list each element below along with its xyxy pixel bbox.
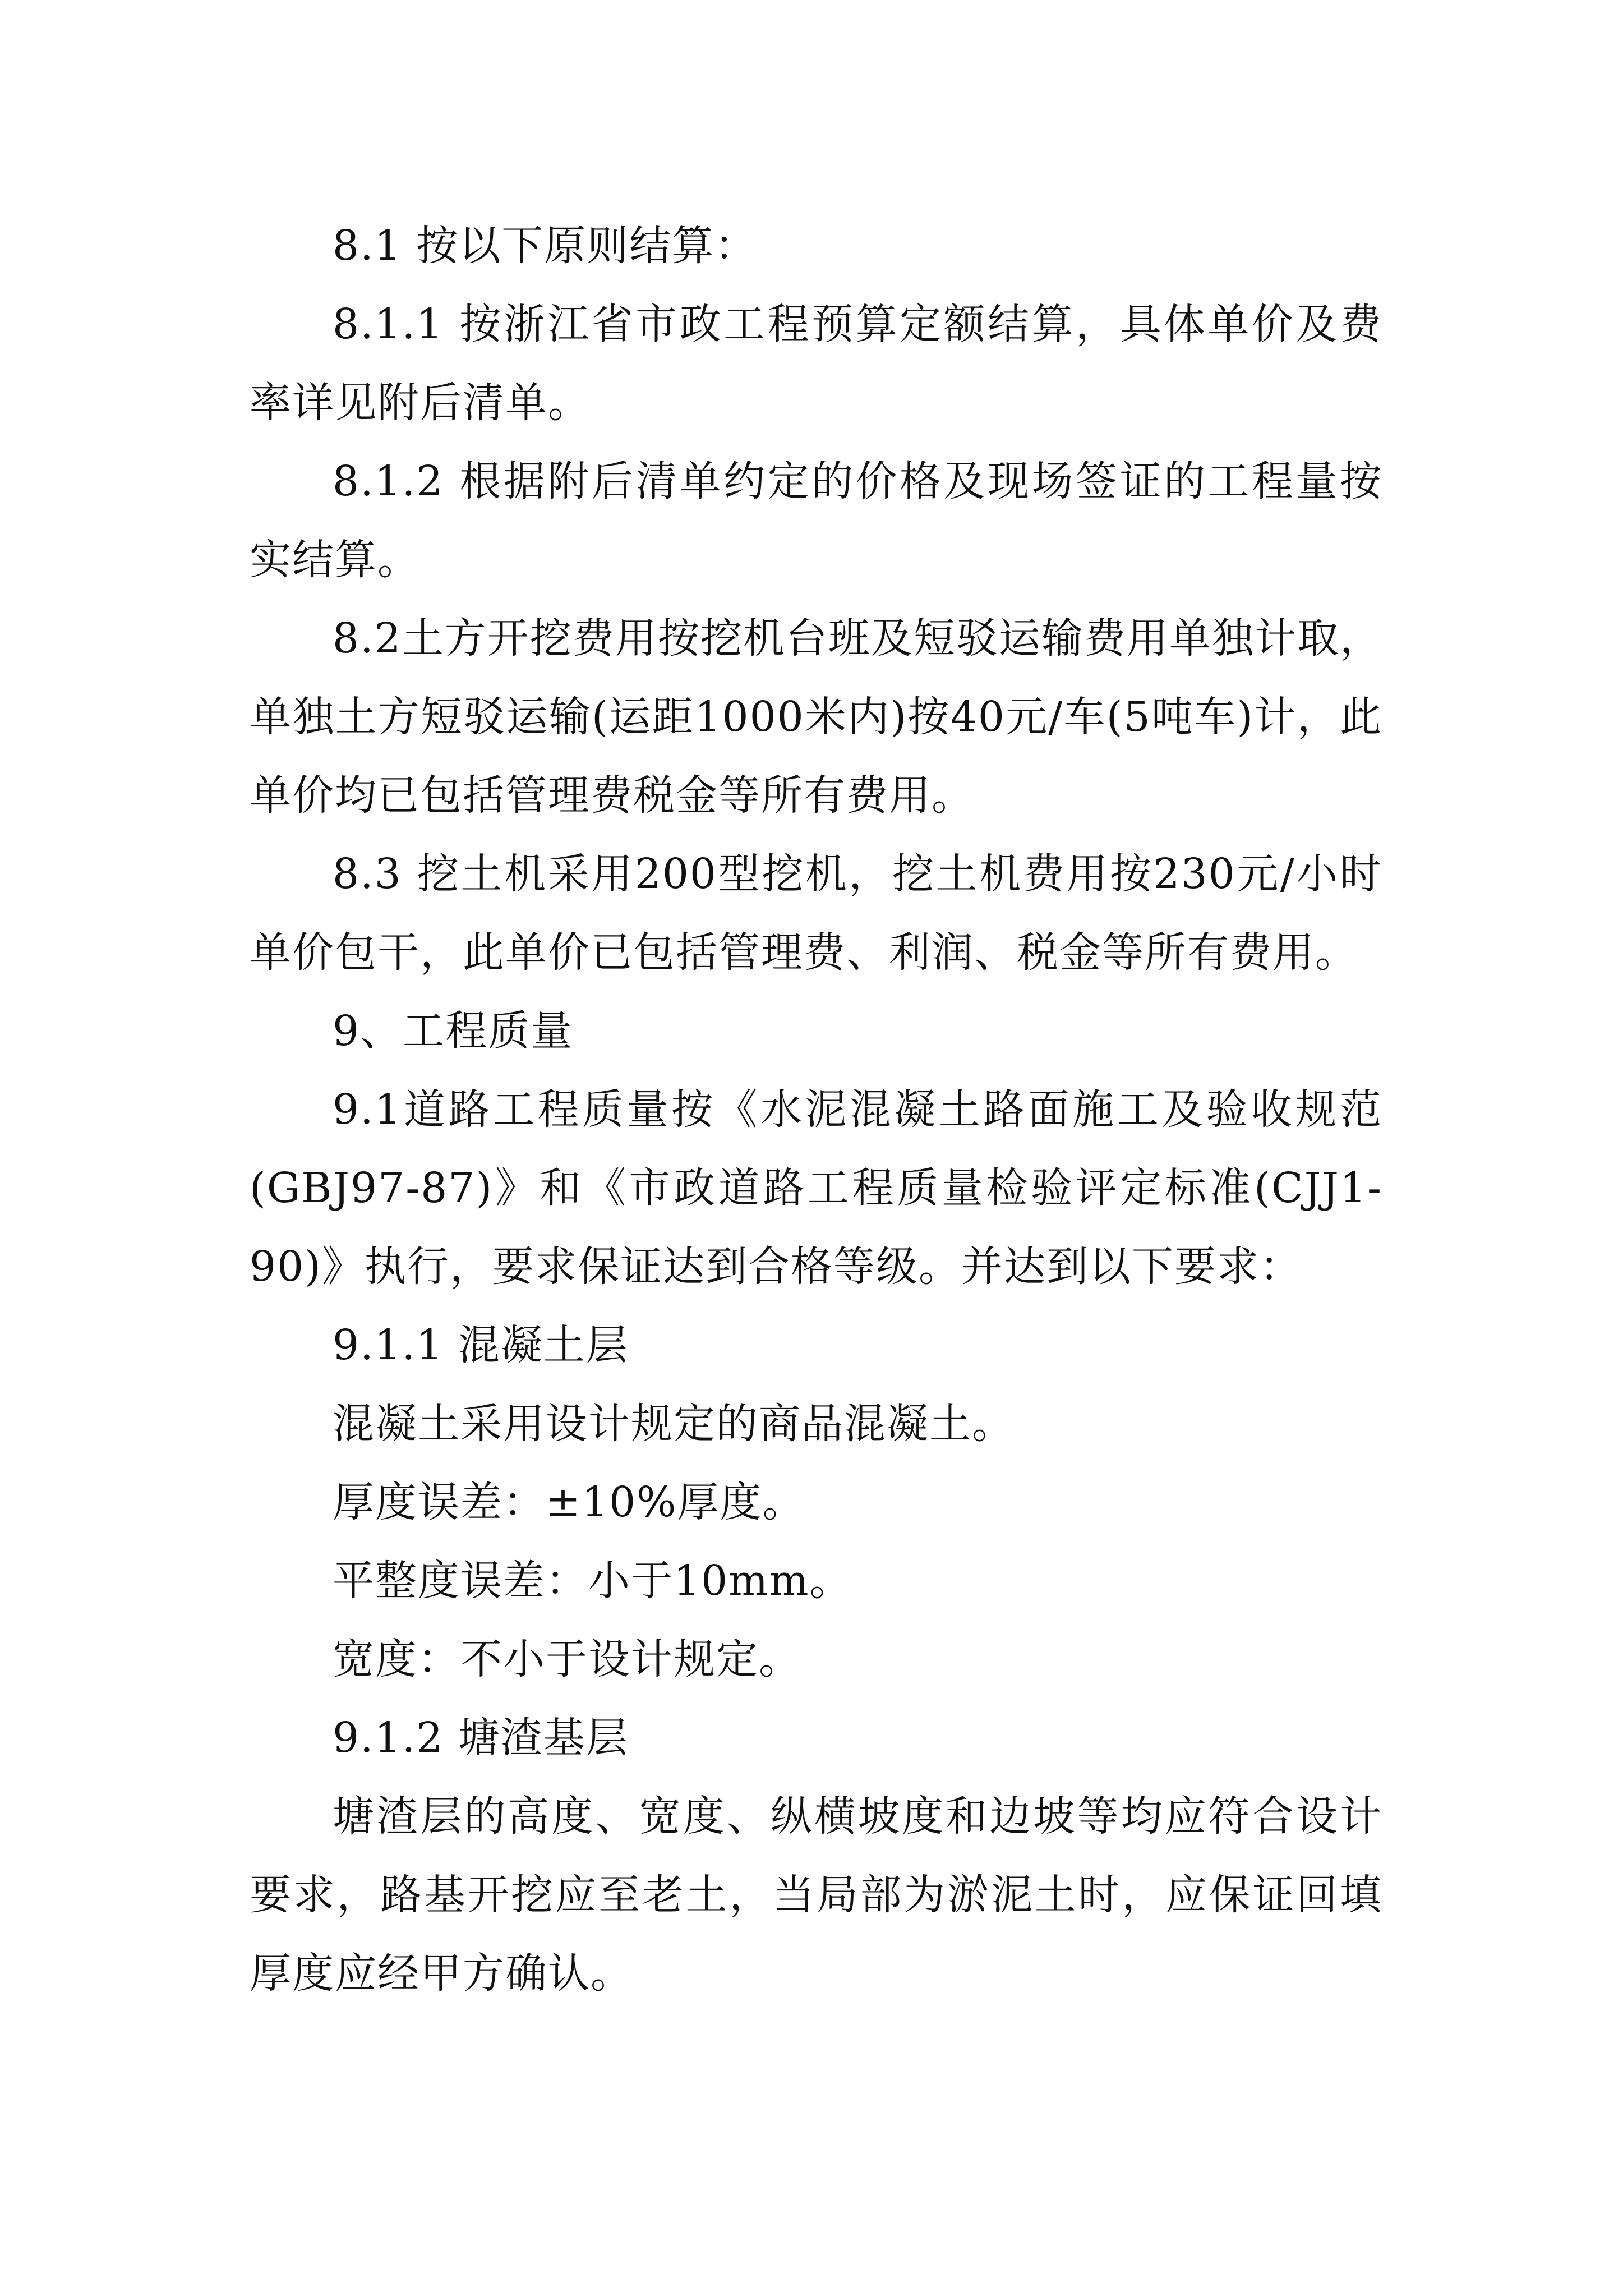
- flatness-tolerance-line: 平整度误差：小于10mm。: [333, 1557, 852, 1605]
- thickness-tolerance-line: 厚度误差：±10%厚度。: [333, 1478, 805, 1526]
- section-heading-9: 9、工程质量: [333, 1007, 574, 1055]
- paragraph-base-layer: 塘渣层的高度、宽度、纵横坡度和边坡等均应符合设计要求，路基开挖应至老土，当局部为淤泥土时，应保证回填厚度应经甲方确认。: [250, 1792, 1382, 1998]
- subheading-9-1-1: 9.1.1 混凝土层: [333, 1321, 629, 1369]
- document-body: [250, 206, 1382, 2013]
- paragraph-8-1-1: 8.1.1 按浙江省市政工程预算定额结算，具体单价及费率详见附后清单。: [250, 300, 1382, 427]
- concrete-spec-line: 混凝土采用设计规定的商品混凝土。: [333, 1400, 1015, 1448]
- paragraph-8-1: 8.1 按以下原则结算：: [333, 222, 758, 270]
- paragraph-8-1-2: 8.1.2 根据附后清单约定的价格及现场签证的工程量按实结算。: [250, 457, 1382, 584]
- paragraph-8-3: 8.3 挖土机采用200型挖机，挖土机费用按230元/小时单价包干，此单价已包括管理费、利润、税金等所有费用。: [250, 850, 1382, 977]
- paragraph-8-2: 8.2土方开挖费用按挖机台班及短驳运输费用单独计取，单独土方短驳运输(运距1000米内)按40元/车(5吨车)计，此单价均已包括管理费税金等所有费用。: [250, 614, 1382, 820]
- width-requirement-line: 宽度：不小于设计规定。: [333, 1635, 801, 1683]
- paragraph-9-1: 9.1道路工程质量按《水泥混凝土路面施工及验收规范(GBJ97-87)》和《市政道路工程质量检验评定标准(CJJ1-90)》执行，要求保证达到合格等级。并达到以下要求：: [250, 1085, 1382, 1291]
- subheading-9-1-2: 9.1.2 塘渣基层: [333, 1714, 629, 1762]
